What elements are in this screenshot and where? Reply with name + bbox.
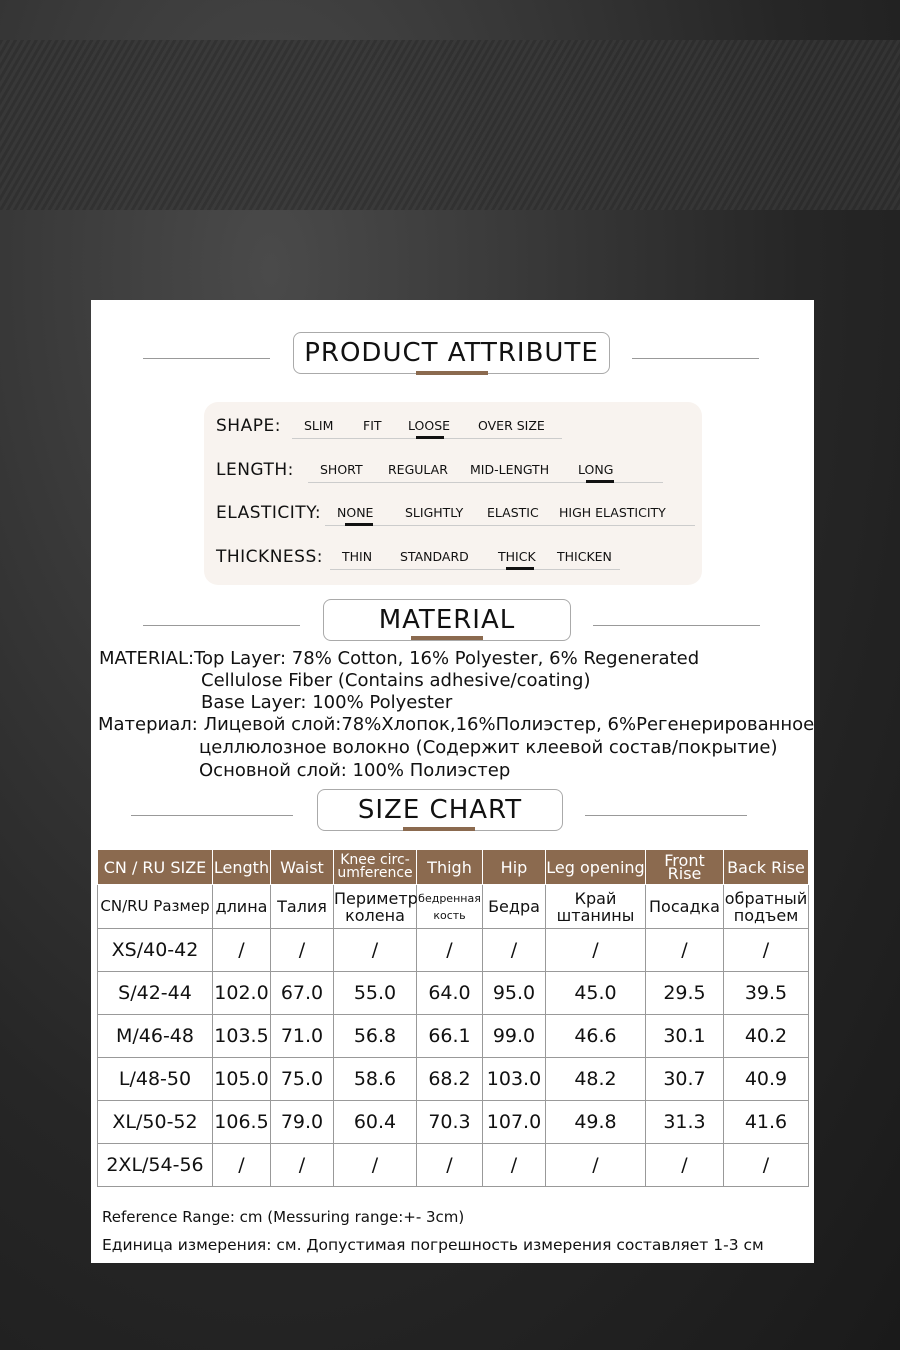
size-cell: M/46-48 [98,1015,213,1058]
attribute-option: ELASTIC [487,505,539,520]
size-chart-header [91,789,814,839]
selected-indicator [416,436,444,439]
divider [325,525,695,526]
material-text: MATERIAL:Top Layer: 78% Cotton, 16% Polyester, 6% Regenerated [99,648,700,669]
table-cell: / [724,1144,809,1187]
attribute-option: MID-LENGTH [470,461,550,477]
column-header: Waist [271,850,334,885]
attribute-option-selected: NONE [337,505,374,520]
table-cell: 60.4 [334,1101,417,1144]
column-header: CN / RU SIZE [98,850,213,885]
table-cell: / [334,929,417,972]
attribute-option: THIN [342,548,373,564]
table-row [98,1058,809,1101]
table-cell: 29.5 [646,972,724,1015]
column-header-ru: Посадка [646,885,724,929]
table-cell: 41.6 [724,1101,809,1144]
table-cell: 99.0 [483,1015,546,1058]
table-cell: / [646,1144,724,1187]
column-header: Hip [483,850,546,885]
table-cell: 30.7 [646,1058,724,1101]
table-cell: / [646,929,724,972]
info-panel [91,300,814,1263]
material-text: Base Layer: 100% Polyester [201,692,453,713]
table-cell: 103.5 [213,1015,271,1058]
divider [330,569,620,570]
table-cell: 70.3 [417,1101,483,1144]
table-cell: 106.5 [213,1101,271,1144]
table-cell: / [483,1144,546,1187]
table-cell: 39.5 [724,972,809,1015]
selected-indicator [506,567,534,570]
column-header-ru: Край штанины [546,885,646,929]
table-cell: 66.1 [417,1015,483,1058]
material-header [91,599,814,649]
column-header: Thigh [417,850,483,885]
table-row [98,1015,809,1058]
size-cell: XS/40-42 [98,929,213,972]
table-cell: / [546,1144,646,1187]
table-cell: / [546,929,646,972]
table-cell: / [271,929,334,972]
attribute-option: OVER SIZE [478,418,545,433]
table-cell: 79.0 [271,1101,334,1144]
table-cell: / [213,929,271,972]
attribute-option: FIT [363,418,382,433]
table-cell: 103.0 [483,1058,546,1101]
column-header: Knee circ-umference [334,850,417,885]
attribute-label: ELASTICITY: [216,503,322,523]
attribute-label: SHAPE: [216,416,281,436]
reference-note: Reference Range: cm (Messuring range:+- 3cm) [102,1208,465,1226]
table-cell: 95.0 [483,972,546,1015]
size-cell: L/48-50 [98,1058,213,1101]
table-cell: 102.0 [213,972,271,1015]
section-title: SIZE CHART [317,789,563,831]
table-cell: 49.8 [546,1101,646,1144]
attribute-option: SLIM [304,418,334,433]
attribute-label: THICKNESS: [216,546,323,567]
table-cell: 46.6 [546,1015,646,1058]
column-header-ru: Периметр колена [334,885,417,929]
table-cell: 56.8 [334,1015,417,1058]
table-cell: 105.0 [213,1058,271,1101]
table-row [98,929,809,972]
attribute-option-selected: THICK [498,548,536,564]
section-title: MATERIAL [323,599,571,641]
table-cell: / [334,1144,417,1187]
material-text: Cellulose Fiber (Contains adhesive/coating) [201,670,591,691]
column-header: Front Rise [646,850,724,885]
jeans-photo-background [0,40,900,210]
table-cell: 68.2 [417,1058,483,1101]
table-cell: 45.0 [546,972,646,1015]
attribute-box [204,402,702,585]
column-header: Back Rise [724,850,809,885]
table-cell: 40.9 [724,1058,809,1101]
attribute-option: SHORT [320,461,363,477]
attribute-option: THICKEN [557,548,612,564]
column-header: Leg opening [546,850,646,885]
attribute-option-selected: LOOSE [408,418,451,433]
selected-indicator [345,523,373,526]
table-cell: 71.0 [271,1015,334,1058]
table-cell: 30.1 [646,1015,724,1058]
attribute-option: STANDARD [400,548,469,564]
column-header-ru: обратный подъем [724,885,809,929]
table-cell: / [724,929,809,972]
reference-note-ru: Единица измерения: см. Допустимая погрешность измерения составляет 1-3 см [102,1236,764,1254]
material-text: Материал: Лицевой слой:78%Хлопок,16%Полиэстер, 6%Регенерированное [98,714,815,735]
table-cell: / [271,1144,334,1187]
column-header-ru: Бедра [483,885,546,929]
table-cell: 48.2 [546,1058,646,1101]
size-cell: 2XL/54-56 [98,1144,213,1187]
material-text: целлюлозное волокно (Содержит клеевой состав/покрытие) [199,737,778,758]
attribute-option: REGULAR [388,461,448,477]
attribute-option: HIGH ELASTICITY [559,505,666,520]
table-row [98,972,809,1015]
table-cell: / [213,1144,271,1187]
table-cell: / [417,1144,483,1187]
size-chart-table [97,849,809,1187]
material-text: Основной слой: 100% Полиэстер [199,760,511,781]
table-cell: 31.3 [646,1101,724,1144]
table-cell: 55.0 [334,972,417,1015]
product-attribute-header [91,332,814,382]
size-cell: S/42-44 [98,972,213,1015]
column-header-ru: Талия [271,885,334,929]
column-header: Length [213,850,271,885]
column-header-ru: длина [213,885,271,929]
table-cell: 64.0 [417,972,483,1015]
attribute-label: LENGTH: [216,459,294,480]
table-row [98,1144,809,1187]
section-title: PRODUCT ATTRIBUTE [293,332,610,374]
size-cell: XL/50-52 [98,1101,213,1144]
table-cell: 58.6 [334,1058,417,1101]
attribute-option-selected: LONG [578,461,614,477]
table-row [98,1101,809,1144]
selected-indicator [586,480,614,483]
table-cell: 67.0 [271,972,334,1015]
table-cell: 75.0 [271,1058,334,1101]
table-cell: / [483,929,546,972]
table-cell: / [417,929,483,972]
column-header-ru: бедренная кость [417,885,483,929]
attribute-option: SLIGHTLY [405,505,464,520]
table-cell: 107.0 [483,1101,546,1144]
column-header-ru: CN/RU Размер [98,885,213,929]
table-cell: 40.2 [724,1015,809,1058]
